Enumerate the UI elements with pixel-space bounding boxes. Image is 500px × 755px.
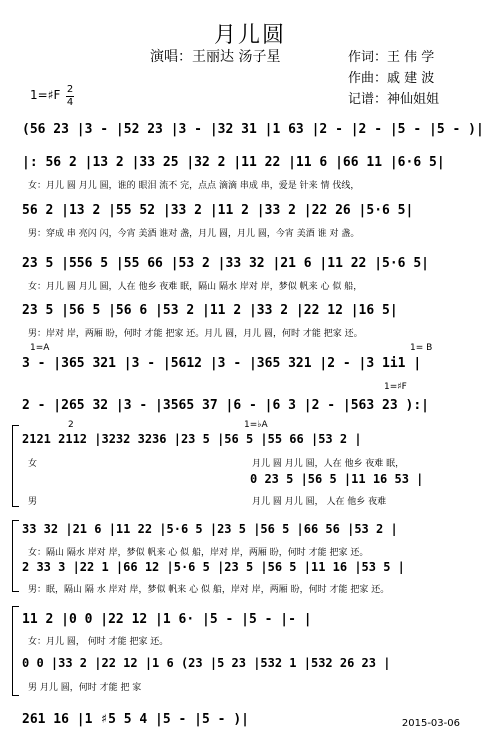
song-title: 月儿圆 [213,23,286,48]
lyric-line-9: 女：月儿 圆， 何时 才能 把家 还。 [28,637,169,647]
score-line-12: 11 2 |0 0 |22 12 |1 6· |5 - |5 - |- | [22,612,312,627]
key-change-marker-a: 1=A [30,343,50,353]
score-line-11: 2 33 3 |22 1 |66 12 |5·6 5 |23 5 |56 5 |11 16 |53 5 | [22,560,405,574]
key-change-marker-f: 1=♯F [384,382,407,392]
lyric-line-5: 月儿 圆 月儿 圆，人在 他乡 夜难 眠， [252,459,405,469]
transcriber-credit: 记谱：神仙姐姐 [348,92,440,107]
score-line-4: 23 5 |556 5 |55 66 |53 2 |33 32 |21 6 |11 22 |5·6 5| [22,256,429,271]
lyric-line-3: 女：月儿 圆 月儿 圆，人在 他乡 夜难 眠，隔山 隔水 岸对 岸，梦似 帆来 心 似 船， [28,282,363,292]
lyric-line-2: 男：穿成 串 亮闪 闪，今宵 美酒 谁对 盏，月儿 圆，月儿 圆，今宵 美酒 谁 对 盏。 [28,229,360,239]
key-change-marker-b: 1= B [410,343,433,353]
score-line-6: 3 - |365 321 |3 - |5612 |3 - |365 321 |2 - |3 1i1 | [22,356,422,371]
duet-brace-3 [12,606,19,696]
date-stamp: 2015-03-06 [401,718,460,729]
score-line-2: |: 56 2 |13 2 |33 25 |32 2 |11 22 |11 6 |66 11 |6·6 5| [22,155,445,170]
lyric-line-8: 男：眠，隔山 隔 水 岸对 岸，梦似 帆来 心 似 船，岸对 岸，两厢 盼，何时 才能 把家 还。 [28,585,390,595]
lyric-line-4: 男：岸对 岸，两厢 盼，何时 才能 把家 还。月儿 圆，月儿 圆，何时 才能 把家 还。 [28,329,363,339]
score-line-13: 0 0 |33 2 |22 12 |1 6 (23 |5 23 |532 1 |532 26 23 | [22,656,391,670]
lyricist-credit: 作词：王 伟 学 [348,50,435,65]
key-change-marker-ab: 1=♭A [244,420,268,430]
duet-brace-1 [12,425,19,507]
time-bottom: 4 [66,97,74,108]
lyric-line-1: 女：月儿 圆 月儿 圆，谁的 眼泪 流不 完，点点 滴滴 串成 串，爱是 针来 情 伐线， [28,181,360,191]
score-line-8: 2121 2112 |3232 3236 |23 5 |56 5 |55 66 |53 2 | [22,432,362,446]
lyric-line-6: 月儿 圆 月儿 圆， 人在 他乡 夜难 [252,497,387,507]
lyric-line-10: 男 月儿 圆，何时 才能 把 家 [28,683,142,693]
score-line-1: (56 23 |3 - |52 23 |3 - |32 31 |1 63 |2 - |2 - |5 - |5 - )| [22,122,484,137]
score-line-14: 261 16 |1 ♯5 5 4 |5 - |5 - )| [22,712,249,727]
key-signature: 1=♯F [30,88,61,102]
composer-credit: 作曲：戚 建 波 [348,71,435,86]
score-line-7: 2 - |265 32 |3 - |3565 37 |6 - |6 3 |2 - |563 23 ):| [22,398,429,413]
time-top: 2 [66,84,74,95]
score-line-5: 23 5 |56 5 |56 6 |53 2 |11 2 |33 2 |22 12 |16 5| [22,303,398,318]
volta-marker: 2 [68,420,74,430]
female-label-1: 女 [28,459,38,469]
male-label-1: 男 [28,497,38,507]
lyric-line-7: 女：隔山 隔水 岸对 岸，梦似 帆来 心 似 船，岸对 岸，两厢 盼，何时 才能 把家 还。 [28,548,369,558]
score-line-9: 0 23 5 |56 5 |11 16 53 | [250,472,424,486]
score-line-10: 33 32 |21 6 |11 22 |5·6 5 |23 5 |56 5 |66 56 |53 2 | [22,522,398,536]
singers: 演唱：王丽达 汤子星 [150,49,281,65]
time-signature [66,85,74,108]
duet-brace-2 [12,520,19,592]
score-line-3: 56 2 |13 2 |55 52 |33 2 |11 2 |33 2 |22 26 |5·6 5| [22,203,414,218]
